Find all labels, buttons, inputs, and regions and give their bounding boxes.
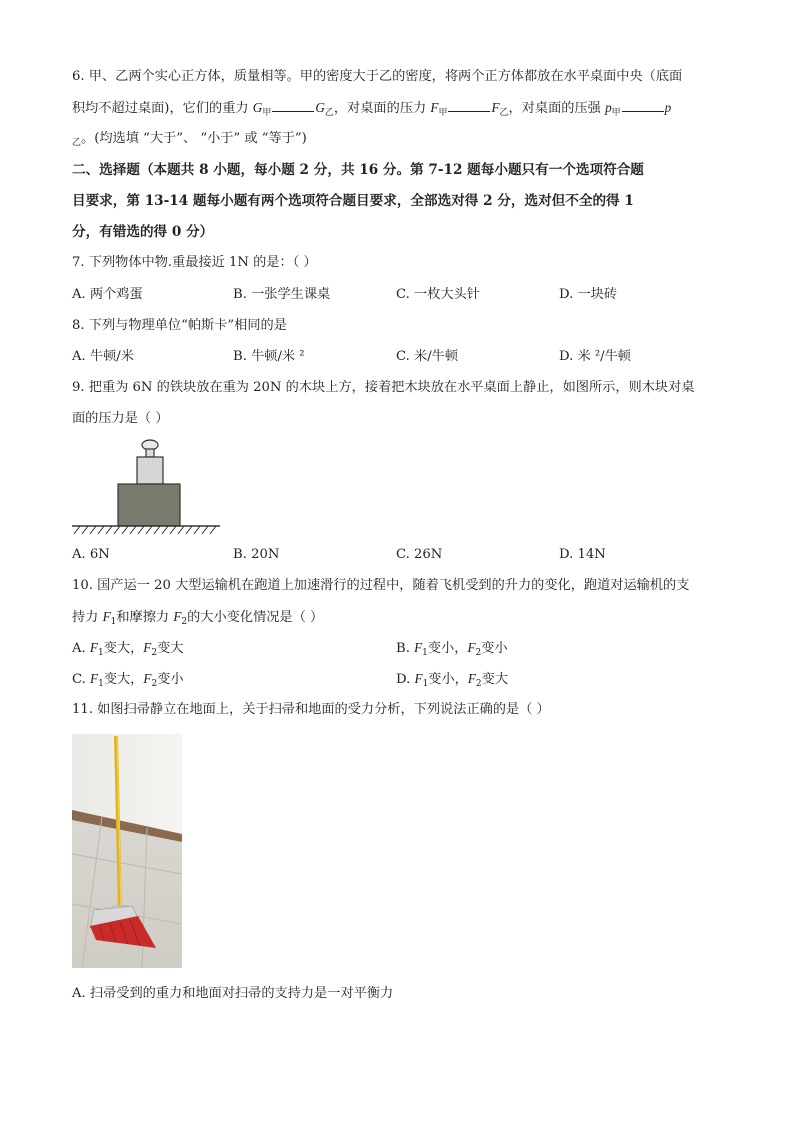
q6-line1: 6. 甲、乙两个实心正方体，质量相等。甲的密度大于乙的密度，将两个正方体都放在水平桌面中央（底面 <box>72 69 683 84</box>
q7-stem: 7. 下列物体中物.重最接近 1N 的是：（ ） <box>72 255 317 270</box>
q9-option-b[interactable]: B. 20N <box>233 547 280 562</box>
q8-option-d[interactable]: D. 米 ²/牛顿 <box>559 349 631 364</box>
q9-line2: 面的压力是（ ） <box>72 411 169 426</box>
q10-option-b[interactable]: B. $F_1$变小，$F_2$变小 <box>396 640 508 658</box>
q8-option-a[interactable]: A. 牛顿/米 <box>72 349 134 364</box>
section2-line3: 分，有错选的得 0 分） <box>72 224 214 240</box>
q9-option-d[interactable]: D. 14N <box>559 547 606 562</box>
q10-option-d[interactable]: D. $F_1$变小，$F_2$变大 <box>396 671 509 689</box>
block-figure <box>70 436 222 538</box>
q6-line3: $_乙$。(均选填 “大于”、 “小于” 或 “等于”) <box>72 131 307 148</box>
q9-option-a[interactable]: A. 6N <box>72 547 110 562</box>
q9-line1: 9. 把重为 6N 的铁块放在重为 20N 的木块上方，接着把木块放在水平桌面上静止，如图所示，则木块对桌 <box>72 380 695 395</box>
q7-option-c[interactable]: C. 一枚大头针 <box>396 287 480 302</box>
q8-stem: 8. 下列与物理单位“帕斯卡”相同的是 <box>72 318 287 333</box>
wooden-block <box>118 484 180 526</box>
q10-option-c[interactable]: C. $F_1$变大，$F_2$变小 <box>72 671 184 689</box>
q8-option-b[interactable]: B. 牛顿/米 ² <box>233 349 305 364</box>
q9-option-c[interactable]: C. 26N <box>396 547 443 562</box>
ground-hatching <box>74 526 216 534</box>
blank-3[interactable] <box>622 99 664 112</box>
q11-stem: 11. 如图扫帚静立在地面上，关于扫帚和地面的受力分析，下列说法正确的是（ ） <box>72 702 550 717</box>
q8-option-c[interactable]: C. 米/牛顿 <box>396 349 459 364</box>
q7-option-d[interactable]: D. 一块砖 <box>559 287 618 302</box>
q10-line1: 10. 国产运一 20 大型运输机在跑道上加速滑行的过程中，随着飞机受到的升力的变化，跑道对运输机的支 <box>72 578 690 593</box>
q11-option-a[interactable]: A. 扫帚受到的重力和地面对扫帚的支持力是一对平衡力 <box>72 986 394 1001</box>
q10-option-a[interactable]: A. $F_1$变大，$F_2$变大 <box>72 640 184 658</box>
blank-1[interactable] <box>272 99 314 112</box>
iron-weight <box>137 457 163 484</box>
q10-line2: 持力 $F_1$和摩擦力 $F_2$的大小变化情况是（ ） <box>72 609 324 627</box>
q6-line2: 积均不超过桌面)，它们的重力 $G_甲$ $G_乙$，对桌面的压力 $F_甲$ $F_乙$，对桌面的压强 $p_甲$ p <box>72 100 672 118</box>
weight-neck <box>146 449 154 457</box>
blank-2[interactable] <box>448 99 490 112</box>
section2-line1: 二、选择题（本题共 8 小题，每小题 2 分，共 16 分。第 7-12 题每小题只有一个选项符合题 <box>72 162 644 178</box>
q7-option-a[interactable]: A. 两个鸡蛋 <box>72 287 143 302</box>
q7-option-b[interactable]: B. 一张学生课桌 <box>233 287 331 302</box>
section2-line2: 目要求，第 13-14 题每小题有两个选项符合题目要求，全部选对得 2 分，选对但不全的得 1 <box>72 193 634 209</box>
broom-photo <box>72 734 182 968</box>
